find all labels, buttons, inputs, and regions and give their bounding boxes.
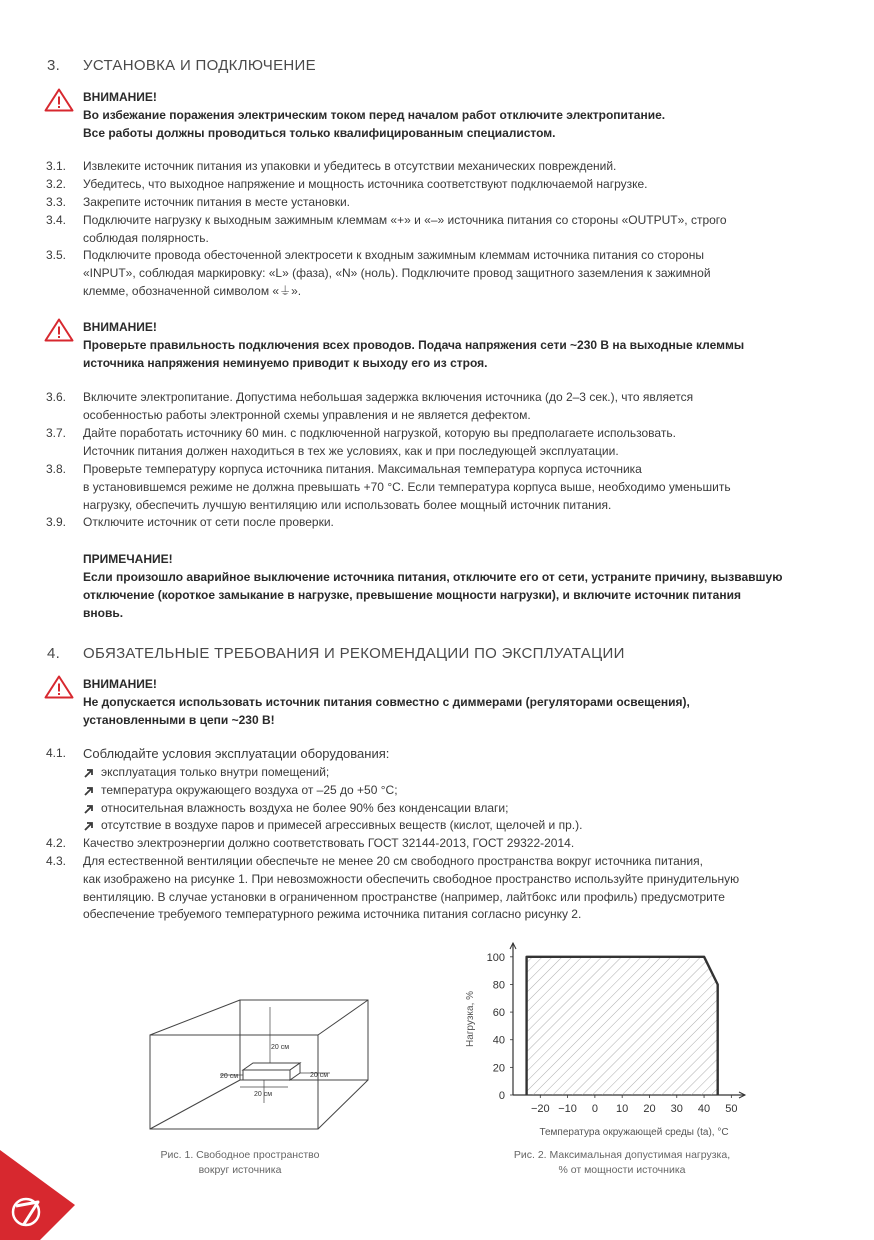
x-tick-label: 10: [616, 1103, 629, 1115]
item-number: 3.3.: [46, 195, 67, 209]
y-tick-label: 80: [492, 979, 505, 992]
x-tick-label: −20: [530, 1103, 550, 1115]
caption-line: % от мощности источника: [558, 1164, 686, 1176]
chart-xlabel: Температура окружающей среды (ta), °C: [539, 1127, 729, 1138]
x-tick-label: 20: [643, 1103, 656, 1115]
figure-2-derating-chart: [455, 935, 755, 1145]
bullet-item: [83, 764, 329, 782]
arrow-bullet-icon: [83, 820, 95, 832]
item-number: 3.6.: [46, 390, 67, 404]
item-line: Подключите провода обесточенной электросети к входным зажимным клеммам источника питания со стороны: [83, 248, 704, 262]
note-line: отключение (короткое замыкание в нагрузке, превышение мощности нагрузки), и включите источник питания: [83, 588, 741, 602]
bullet-text: эксплуатация только внутри помещений;: [101, 765, 330, 779]
warning-line: Во избежание поражения электрическим током перед началом работ отключите электропитание.: [83, 108, 666, 122]
item-line: клемме, обозначенной символом «⏚».: [83, 283, 302, 298]
dimension-label-left: 20 см: [220, 1073, 239, 1080]
item-text: [83, 212, 823, 248]
bullet-item: [83, 817, 582, 835]
dimension-label-right: 20 см: [310, 1072, 329, 1079]
item-line: вентиляцию. В случае установки в ограниченном пространстве (например, лайтбокс или профиль) предусмотрите: [83, 889, 725, 904]
note-heading: ПРИМЕЧАНИЕ!: [83, 552, 173, 566]
item-number: 3.2.: [46, 177, 67, 191]
item-number: 3.4.: [46, 213, 67, 227]
bullet-text: относительная влажность воздуха не более 90% без конденсации влаги;: [101, 801, 509, 815]
section-4-number: 4.: [47, 645, 61, 662]
y-tick-label: 0: [498, 1090, 505, 1102]
item-line: Подключите нагрузку к выходным зажимным клеммам «+» и «–» источника питания со стороны «OUTPUT», строго: [83, 213, 727, 227]
arrow-bullet-icon: [83, 803, 95, 815]
item-number: 3.5.: [46, 248, 67, 262]
item-number: 3.8.: [46, 462, 67, 476]
warning-heading: ВНИМАНИЕ!: [83, 90, 157, 104]
item-number: 4.2.: [46, 836, 67, 850]
item-text: Качество электроэнергии должно соответствовать ГОСТ 32144-2013, ГОСТ 29322-2014.: [83, 836, 575, 850]
item-text: [83, 247, 823, 300]
item-number: 4.3.: [46, 854, 67, 868]
warning-line: Не допускается использовать источник питания совместно с диммерами (регуляторами освещения),: [83, 695, 690, 709]
note-block: [83, 550, 843, 622]
item-text: Закрепите источник питания в месте установки.: [83, 195, 350, 209]
warning-icon: [44, 88, 74, 112]
caption-line: Рис. 2. Максимальная допустимая нагрузка,: [513, 1149, 731, 1161]
item-line: Проверьте температуру корпуса источника питания. Максимальная температура корпуса источника: [83, 462, 642, 476]
item-text: [83, 389, 823, 425]
item-line: Включите электропитание. Допустима небольшая задержка включения источника (до 2–3 сек.), что является: [83, 390, 694, 404]
item-line: соблюдая полярность.: [83, 230, 209, 245]
bullet-item: [83, 782, 398, 800]
y-tick-label: 100: [486, 951, 505, 964]
chart-area-layer: [527, 957, 718, 1095]
x-tick-label: 30: [670, 1103, 683, 1115]
arrow-bullet-icon: [83, 767, 95, 779]
caption-line: Рис. 1. Свободное пространство: [160, 1149, 320, 1161]
item-text: [83, 425, 823, 461]
item-text: Соблюдайте условия эксплуатации оборудования:: [83, 746, 390, 761]
item-number: 3.9.: [46, 515, 67, 529]
bullet-text: отсутствие в воздухе паров и примесей агрессивных веществ (кислот, щелочей и пр.).: [101, 818, 583, 832]
figure-1-clearance-diagram: [140, 995, 380, 1135]
y-tick-label: 60: [492, 1007, 505, 1020]
item-text: [83, 853, 823, 924]
note-line: Если произошло аварийное выключение источника питания, отключите его от сети, устраните причину, вызвавшую: [83, 570, 783, 584]
x-tick-label: 50: [725, 1103, 738, 1115]
y-tick-label: 20: [492, 1062, 505, 1075]
figure-2-caption: [490, 1148, 754, 1178]
item-line: Дайте поработать источнику 60 мин. с подключенной нагрузкой, которую вы предполагаете использовать.: [83, 426, 676, 440]
item-line: как изображено на рисунке 1. При невозможности обеспечить свободное пространство используйте принудительную: [83, 871, 740, 886]
x-tick-label: 0: [591, 1103, 598, 1115]
warning-block-1: [83, 88, 823, 142]
chart-ylabel: Нагрузка, %: [465, 990, 476, 1048]
section-3-title: УСТАНОВКА И ПОДКЛЮЧЕНИЕ: [83, 57, 316, 74]
item-number: 3.1.: [46, 159, 67, 173]
caption-line: вокруг источника: [198, 1164, 282, 1176]
warning-line: установленными в цепи ~230 В!: [83, 713, 275, 727]
item-number: 4.1.: [46, 746, 67, 760]
warning-heading: ВНИМАНИЕ!: [83, 320, 157, 334]
arrow-bullet-icon: [83, 785, 95, 797]
warning-icon: [44, 675, 74, 699]
section-3-number: 3.: [47, 57, 61, 74]
item-text: Убедитесь, что выходное напряжение и мощность источника соответствуют подключаемой нагрузке.: [83, 177, 648, 191]
y-tick-label: 40: [492, 1034, 505, 1047]
item-line: «INPUT», соблюдая маркировку: «L» (фаза), «N» (ноль). Подключите провод защитного заземления к зажимной: [83, 265, 711, 280]
warning-icon: [44, 318, 74, 342]
bullet-item: [83, 800, 508, 818]
chart-xticks: [531, 1095, 738, 1115]
item-text: [83, 461, 823, 514]
chart-yticks: [487, 952, 513, 1102]
warning-block-3: [83, 675, 823, 729]
x-tick-label: 40: [697, 1103, 711, 1115]
brand-logo-corner: [0, 1150, 80, 1240]
item-line: Для естественной вентиляции обеспечьте не менее 20 см свободного пространства вокруг источника питания,: [83, 854, 703, 868]
figure-1-caption: [130, 1148, 350, 1178]
item-text: Извлеките источник питания из упаковки и убедитесь в отсутствии механических повреждений.: [83, 159, 617, 173]
bullet-text: температура окружающего воздуха от –25 до +50 °С;: [101, 783, 398, 797]
item-line: особенностью работы электронной схемы управления и не является дефектом.: [83, 407, 531, 422]
item-line: в установившемся режиме не должна превышать +70 °С. Если температура корпуса выше, необходимо уменьшить: [83, 479, 731, 494]
warning-heading: ВНИМАНИЕ!: [83, 677, 157, 691]
warning-line: Все работы должны проводиться только квалифицированным специалистом.: [83, 126, 556, 140]
item-line: обеспечение требуемого температурного режима источника питания согласно рисунку 2.: [83, 907, 582, 922]
item-line: нагрузку, обеспечить лучшую вентиляцию или использовать более мощный источник питания.: [83, 497, 612, 512]
item-number: 3.7.: [46, 426, 67, 440]
dimension-label-bottom: 20 см: [254, 1091, 273, 1098]
warning-line: Проверьте правильность подключения всех проводов. Подача напряжения сети ~230 В на выходные клеммы: [83, 338, 745, 352]
section-4-title: ОБЯЗАТЕЛЬНЫЕ ТРЕБОВАНИЯ И РЕКОМЕНДАЦИИ ПО ЭКСПЛУАТАЦИИ: [83, 645, 625, 662]
x-tick-label: −10: [558, 1103, 577, 1115]
note-line: вновь.: [83, 606, 124, 620]
chart-area-fill: [527, 957, 718, 1095]
warning-line: источника напряжения неминуемо приводит к выходу его из строя.: [83, 356, 488, 370]
item-text: Отключите источник от сети после проверки.: [83, 515, 334, 529]
dimension-label-top: 20 см: [271, 1044, 290, 1051]
item-line: Источник питания должен находиться в тех же условиях, как и при последующей эксплуатации.: [83, 443, 619, 458]
warning-block-2: [83, 318, 823, 372]
